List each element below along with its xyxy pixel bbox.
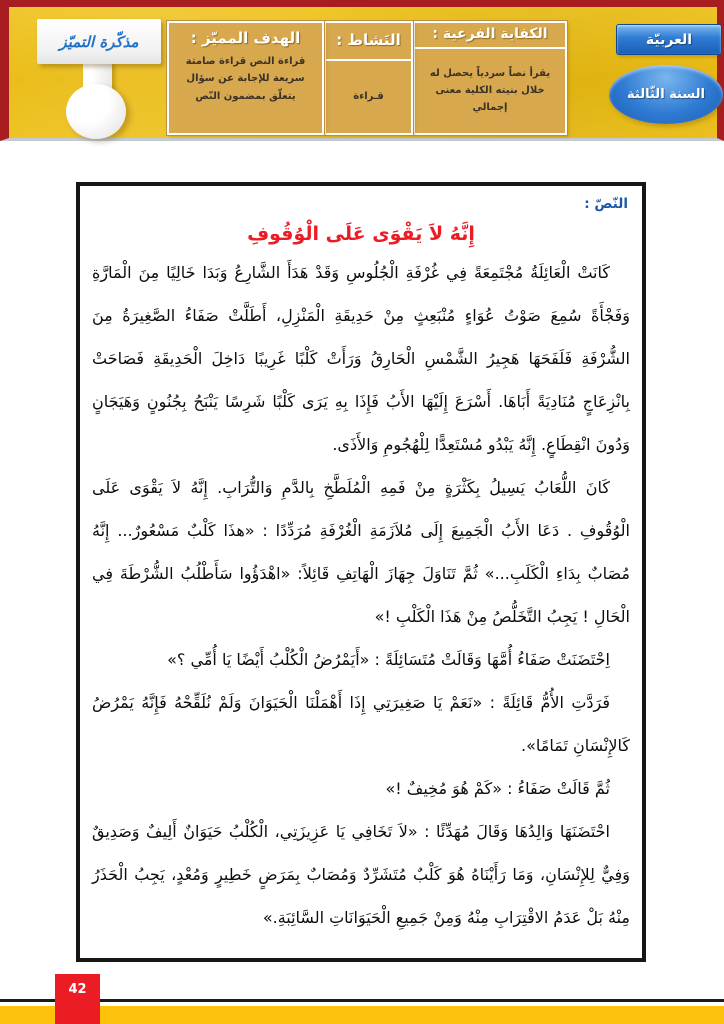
passage-paragraph-1: كَانَتْ الْعَائِلَةُ مُجْتَمِعَةً فِي غُرْفَةِ الْجُلُوسِ وَقَدْ هَدَأَ الشَّارِعُ وَبَدَا خَالِيًا مِنَ الْمَارَّةِ وَفَجْأَةً سُمِعَ صَوْتُ عُوَاءٍ مُنْبَعِثٍ مِنْ حَدِيقَةِ الْمَنْزِلِ، أَطَلَّتْ صَفَاءُ الصَّغِيرَةُ مِنَ الشُّرْفَةِ فَلَفَحَهَا هَجِيرُ الشَّمْسِ الْحَارِقُ وَرَأَتْ كَلْبًا غَرِيبًا دَاخِلَ الْحَدِيقَةِ فَصَاحَتْ بِانْزِعَاجٍ مُنَادِيَةً أَبَاهَا. أَسْرَعَ إِلَيْهَا الأَبُ فَإِذَا بِهِ يَرَى كَلْبًا شَرِسًا يَنْبَحُ بِجُنُونٍ وَهَيَجَانٍ وَدُونَ انْقِطَاعٍ. إِنَّهُ يَبْدُو مُسْتَعِدًّا لِلْهُجُومِ وَالأَذَى. [92, 263, 630, 454]
grade-badge-label: السنة الثّالثة [627, 87, 705, 102]
competency-box-title: الكفاية الفرعية : [415, 23, 565, 49]
objective-box [167, 21, 324, 135]
page-number: 42 [68, 982, 87, 997]
passage-paragraph-4: فَرَدَّتِ الأُمُّ قَائِلَةً : «نَعَمْ يَا صَغِيرَتِي إِذَا أَهْمَلْنَا الْحَيَوَانَ وَلَمْ نُلَقِّحْهُ فَإِنَّهُ يَمْرُضُ كَالإِنْسَانِ تَمَامًا». [92, 693, 630, 755]
competency-box-body: يقرأ نصاً سردياً يحصل له خلال بنيته الكلية معنى إجمالي [429, 68, 551, 114]
badge-pin-circle [66, 84, 126, 139]
objective-box-title: الهدف المميّز : [190, 29, 301, 47]
objective-box-body: قراءة النص قراءة صامتة سريعة للإجابة عن سؤال يتعلّق بمضمون النّص [185, 55, 306, 102]
footer-rule [0, 999, 724, 1002]
header-info-boxes [167, 21, 567, 135]
passage-paragraph-5: ثُمَّ قَالَتْ صَفَاءُ : «كَمْ هُوَ مُخِيفٌ !» [385, 779, 610, 798]
section-label: النّصّ : [584, 196, 628, 212]
passage-paragraph-6: احْتَضَنَهَا وَالِدُهَا وَقَالَ مُهَدِّئًا : «لاَ تَخَافِي يَا عَزِيزَتِي، الْكُلْبُ حَيَوَانٌ أَلِيفٌ وَصَدِيقٌ وَفِيٌّ لِلإِنْسَانِ، وَمَا رَأَيْنَاهُ هُوَ كَلْبٌ مُتَشَرِّدٌ وَمُصَابٌ بِمَرَضٍ خَطِيرٍ وَمُعْدٍ، يَجِبُ الْحَذَرُ مِنْهُ بَلْ عَدَمُ الاقْتِرَابِ مِنْهُ وَمِنْ جَمِيعِ الْحَيَوَانَاتِ السَّائِبَةِ.» [92, 822, 630, 927]
grade-badge [609, 65, 723, 124]
subject-badge [616, 24, 722, 55]
passage-body [92, 251, 630, 939]
competency-box [413, 21, 567, 135]
activity-box-body: قـراءة [353, 91, 384, 103]
footer-band [0, 1006, 724, 1024]
text-frame [76, 182, 646, 962]
passage-title: إِنَّهُ لاَ يَقْوَى عَلَى الْوُقُوفِ [247, 223, 475, 245]
passage-paragraph-2: كَانَ اللُّعَابُ يَسِيلُ بِكَثْرَةٍ مِنْ فَمِهِ الْمُلَطَّخِ بِالدَّمِ وَالتُّرَابِ. إِنَّهُ لاَ يَقْوَى عَلَى الْوُقُوفِ . دَعَا الأَبُ الْجَمِيعَ إِلَى مُلاَزَمَةِ الْغُرْفَةِ مُرَدِّدًا : «هذَا كَلْبٌ مَسْعُورٌ... إِنَّهُ مُصَابٌ بِدَاءِ الْكَلَبِ...» ثُمَّ تَنَاوَلَ جِهَازَ الْهَاتِفِ قَائِلاً: «اهْدَؤُوا سَأَطْلُبُ الشُّرْطَةَ فِي الْحَالِ ! يَجِبُ التَّخَلُّصُ مِنْ هَذَا الْكَلْبِ !» [92, 478, 630, 626]
passage-paragraph-3: اِحْتَضَنَتْ صَفَاءُ أُمَّهَا وَقَالَتْ مُتَسَائِلَةً : «أَيَمْرُضُ الْكُلْبُ أَيْضًا يَا أُمِّي ؟» [167, 650, 610, 669]
page-number-badge [55, 974, 100, 1024]
excellence-badge-label: مذكّرة التميّز [59, 32, 139, 51]
activity-box-title: النَشاط : [326, 23, 411, 61]
excellence-badge [37, 19, 161, 64]
subject-badge-label: العربيّة [645, 31, 693, 48]
activity-box [324, 21, 413, 135]
header-band [0, 0, 724, 141]
